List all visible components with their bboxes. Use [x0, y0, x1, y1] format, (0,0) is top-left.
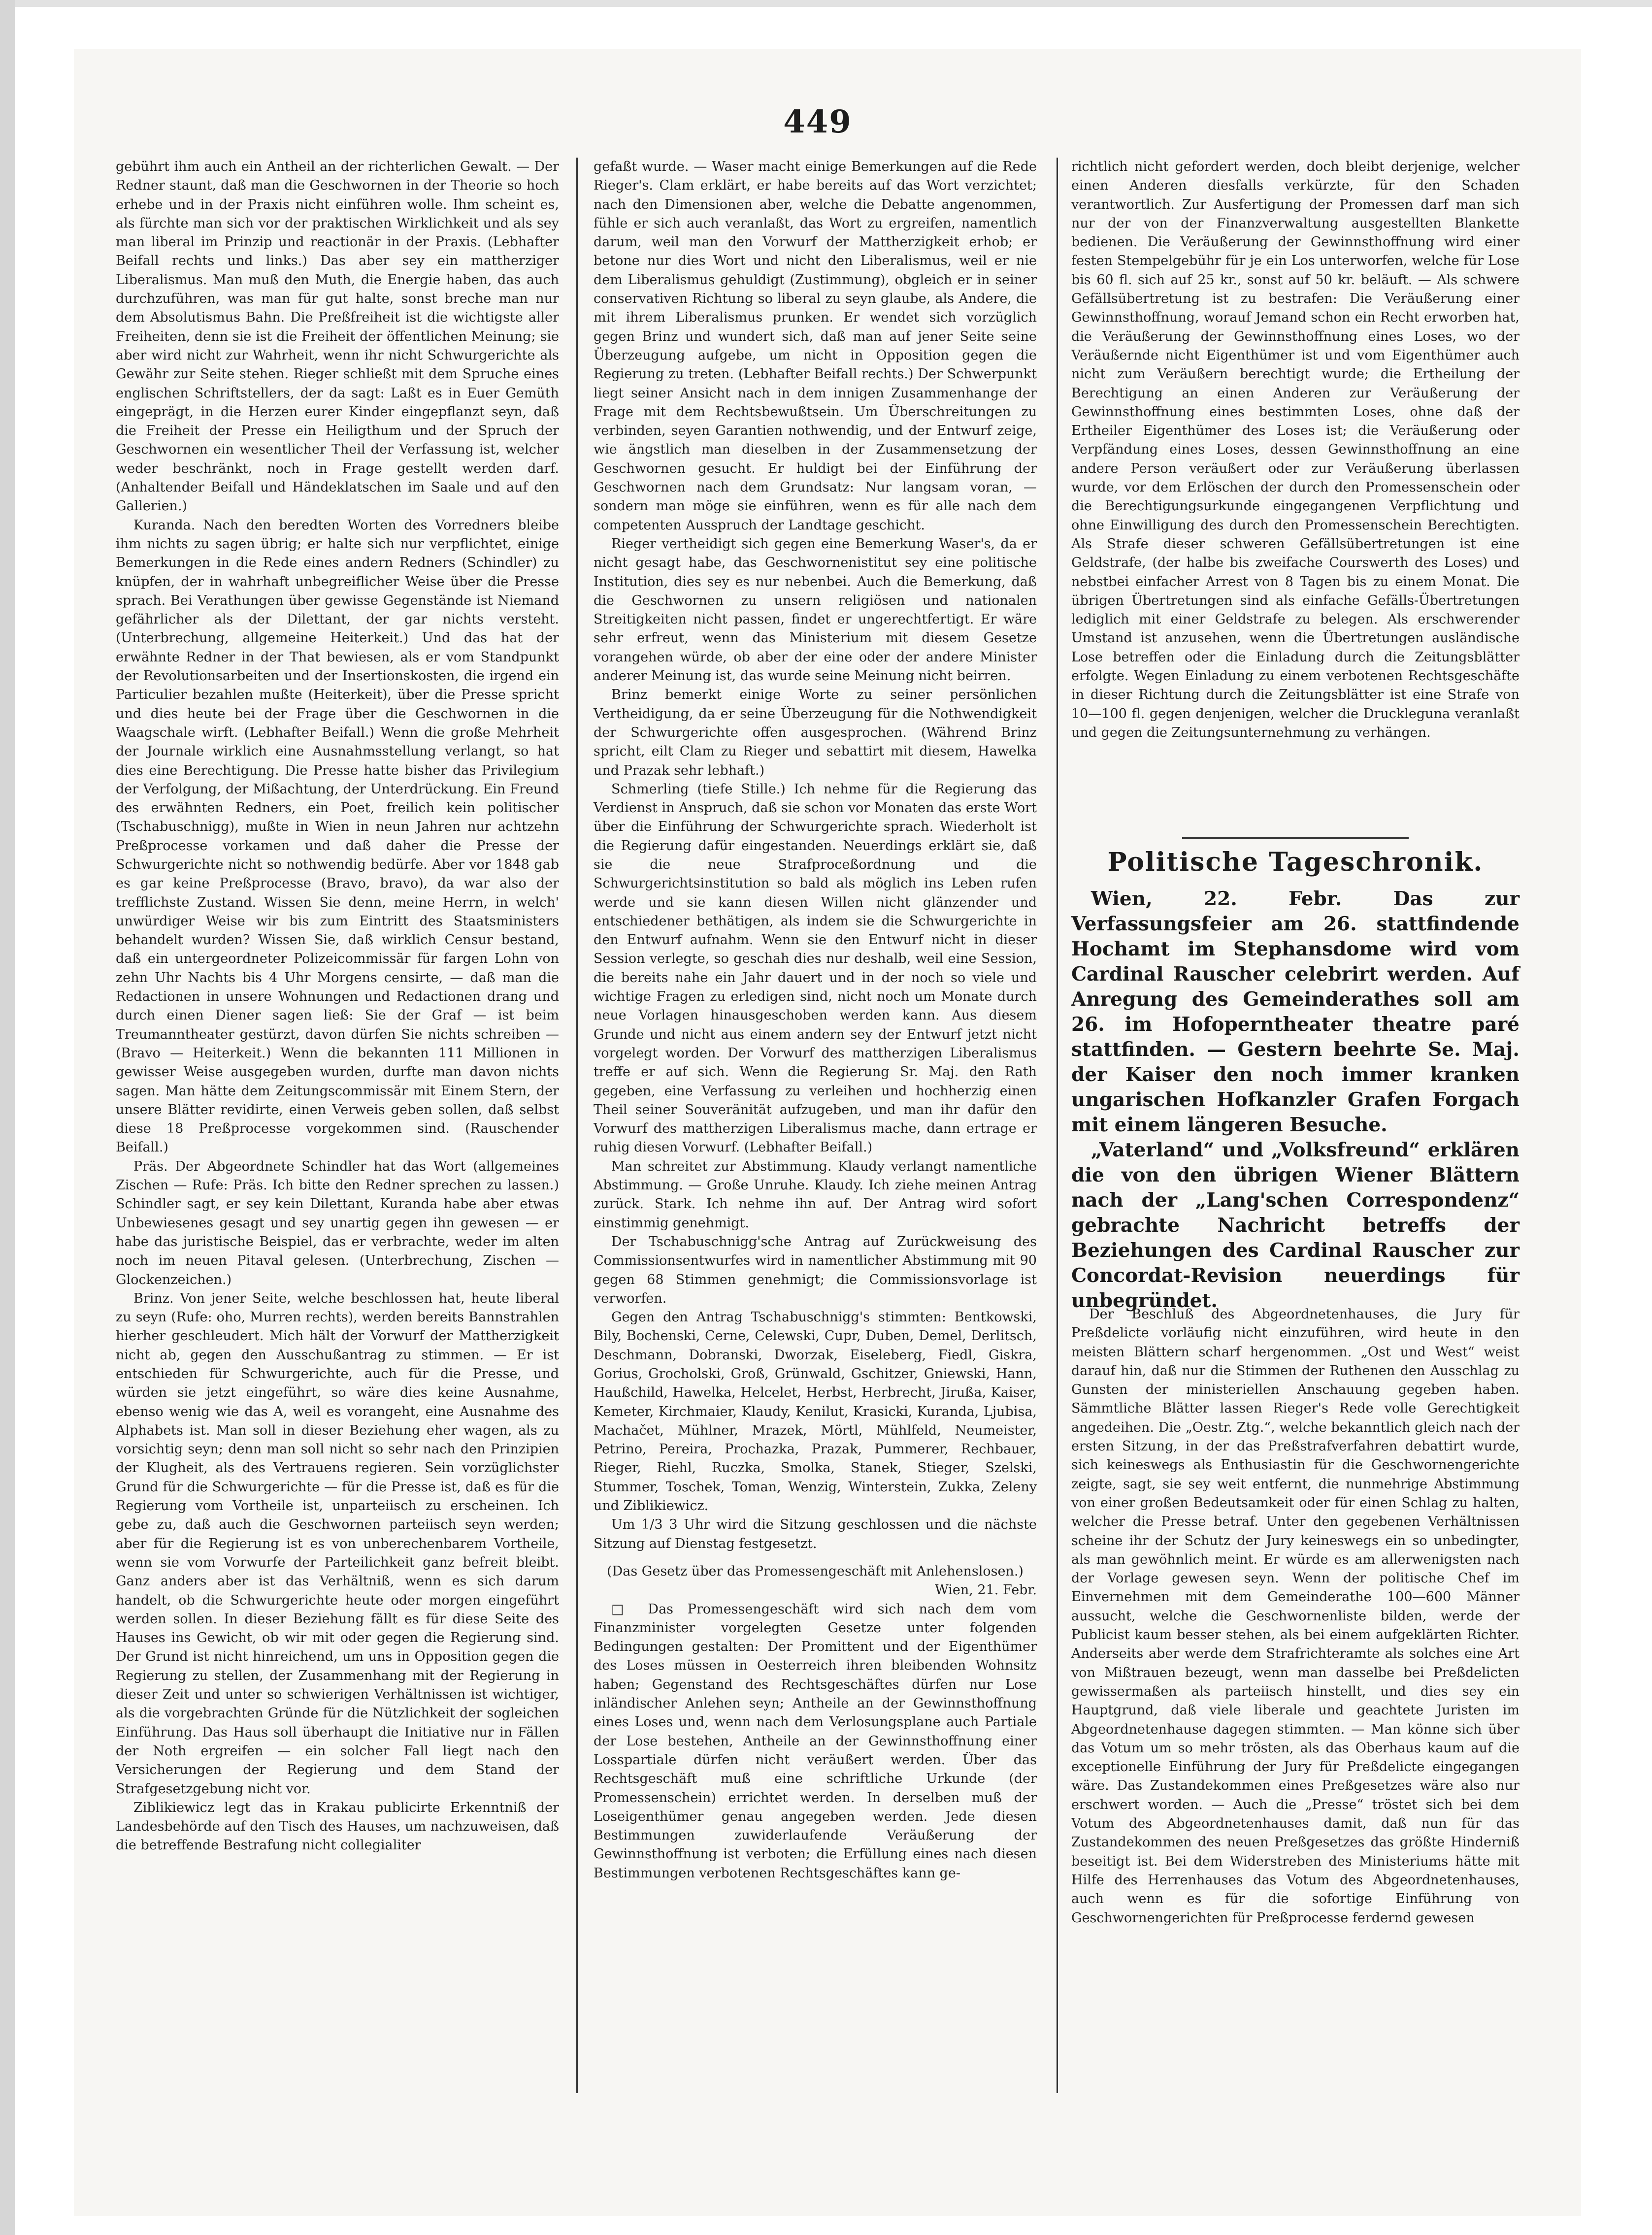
column-rule-left	[576, 158, 578, 2093]
paragraph: Kuranda. Nach den beredten Worten des Vorredners bleibe ihm nichts zu sagen übrig; er halte sich nur verpflichtet, einige Bemerkungen in die Rede eines andern Redners (Schindler) zu knüpfen, der in wahrhaft unbegreiflicher Weise über die Presse sprach. Bei Verathungen über gewisse Gegenstände ist Niemand gefährlicher als der Dilettant, der gar nichts versteht. (Unterbrechung, allgemeine Heiterkeit.) Und das hat der erwähnte Redner in der That bewiesen, als er vom Standpunkt der Revolutionsarbeiten und der Insertionskosten, die irgend ein Particulier bezahlen mußte (Heiterkeit), über die Presse spricht und dies heute bei der Frage über die Geschwornen in die Waagschale wirft. (Lebhafter Beifall.) Wenn die große Mehrheit der Journale wirklich eine Ausnahmsstellung verlangt, so hat dies eine Berechtigung. Die Presse hatte bisher das Privilegium der Verfolgung, der Mißachtung, der Unterdrückung. Ein Freund des erwähnten Redners, ein Poet, freilich kein politischer (Tschabuschnigg), mußte in Wien in neun Jahren nur achtzehn Preßprocesse vorkamen und daß daher die Presse der Schwurgerichte nicht so nothwendig bedürfe. Aber vor 1848 gab es gar keine Preßprocesse (Bravo, bravo), da war also der trefflichste Zustand. Wissen Sie denn, meine Herrn, in welch' unwürdiger Weise wir bis zum Eintritt des Staatsministers behandelt wurden? Wissen Sie, daß wirklich Censur bestand, daß ein untergeordneter Polizeicommissär für fargen Lohn von zehn Uhr Nachts bis 4 Uhr Morgens censirte, — daß man die Redactionen in unsere Wohnungen und Redactionen drang und durch einen Diener sagen ließ: Sie der Graf — ist beim Treumanntheater gestürzt, davon dürfen Sie nichts schreiben — (Bravo — Heiterkeit.) Wenn die bekannten 111 Millionen in gewisser Weise ausgegeben wurden, durfte man davon nichts sagen. Man hätte dem Zeitungscommissär mit Einem Stern, der unsere Blätter revidirte, einen Verweis geben sollen, daß selbst diese 18 Preßprocesse vorgekommen sind. (Rauschender Beifall.)	[116, 517, 559, 1155]
paragraph: Der Beschluß des Abgeordnetenhauses, die Jury für Preßdelicte vorläufig nicht einzuführen, wird heute in den meisten Blättern scharf hergenommen. „Ost und West“ weist darauf hin, daß nur die Stimmen der Ruthenen den Ausschlag zu Gunsten der ministeriellen Anschauung gegeben haben. Sämmtliche Blätter lassen Rieger's Rede volle Gerechtigkeit angedeihen. Die „Oestr. Ztg.“, welche bekanntlich gleich nach der ersten Sitzung, in der das Preßstrafverfahren debattirt wurde, sich keineswegs als Enthusiastin für die Geschwornengerichte zeigte, sagt, sie sey weit entfernt, die nunmehrige Abstimmung von einer großen Bedeutsamkeit oder für einen Schlag zu halten, welcher die Presse betraf. Unter den gegebenen Verhältnissen scheine ihr der Schutz der Jury keineswegs ein so unbedingter, als man gewöhnlich meint. Er würde es am allerwenigsten nach der Vorlage gewesen seyn. Wenn der politische Chef im Einvernehmen mit dem Gemeinderathe 100—600 Männer aussucht, welche die Geschwornenliste bilden, werde der Publicist kaum besser stehen, als bei einem aufgeklärten Richter. Anderseits aber werde dem Strafrichteramte als solches eine Art von Mißtrauen bezeugt, wenn man dasselbe bei Preßdelicten gewissermaßen als parteiisch hinstellt, und dies sey ein Hauptgrund, daß viele liberale und geachtete Juristen im Abgeordnetenhause dagegen stimmten. — Man könne sich über das Votum um so mehr trösten, als das Oberhaus kaum auf die exceptionelle Einführung der Jury für Preßdelicte eingegangen wäre. Das Zustandekommen eines Preßgesetzes wäre also nur erschwert worden. — Auch die „Presse“ tröstet sich bei dem Votum des Abgeordnetenhauses damit, daß nun für das Zustandekommen des neuen Preßgesetzes das größte Hinderniß beseitigt ist. Bei dem Widerstreben des Ministeriums hätte mit Hilfe des Herrenhauses das Votum des Abgeordnetenhauses, auch wenn es für die sofortige Einführung von Geschwornengerichten für Preßprocesse ferdernd gewesen	[1071, 1307, 1520, 1926]
paragraph: Ziblikiewicz legt das in Krakau publicirte Erkenntniß der Landesbehörde auf den Tisch des Hauses, um nachzuweisen, daß die betreffende Bestrafung nicht collegialiter	[116, 1800, 559, 1853]
paragraph: Brinz. Von jener Seite, welche beschlossen hat, heute liberal zu seyn (Rufe: oho, Murren rechts), werden bereits Bannstrahlen hierher geschleudert. Mich hält der Vorwurf der Mattherzigkeit nicht ab, gegen den Ausschußantrag zu stimmen. — Er ist entschieden für Schwurgerichte, auch für die Presse, und würden sie jetzt eingeführt, so wäre dies keine Ausnahme, ebenso wenig wie das A, weil es vorangeht, eine Ausnahme des Alphabets ist. Man soll in dieser Beziehung eher wagen, als zu vorsichtig seyn; denn man soll nicht so sehr nach den Prinzipien der Klugheit, als des Vertrauens regieren. Sein vorzüglichster Grund für die Schwurgerichte — für die Presse ist, daß es für die Regierung vom Vortheile ist, unparteiisch zu erscheinen. Ich gebe zu, daß auch die Geschwornen parteiisch seyn werden; aber für die Regierung ist es von unberechenbarem Vortheile, wenn sie vom Vorwurfe der Parteilichkeit ganz befreit bleibt. Ganz anders aber ist das Verhältniß, wenn es sich darum handelt, ob die Schwurgerichte heute oder morgen eingeführt werden sollen. In dieser Beziehung fällt es für diese Seite des Hauses ins Gewicht, ob wir mit oder gegen die Regierung sind. Der Grund ist nicht hinreichend, um uns in Opposition gegen die Regierung zu stellen, der Zusammenhang mit der Regierung in dieser Zeit und unter so schwierigen Verhältnissen ist wichtiger, als die vorgebrachten Gründe für die Nützlichkeit der sogleichen Einführung. Das Haus soll überhaupt die Initiative nur in Fällen der Noth ergreifen — ein solcher Fall liegt nach den Versicherungen der Regierung und dem Stand der Strafgesetzgebung nicht vor.	[116, 1290, 559, 1797]
paragraph: Schmerling (tiefe Stille.) Ich nehme für die Regierung das Verdienst in Anspruch, daß sie schon vor Monaten das erste Wort über die Einführung der Schwurgerichte sprach. Wiederholt ist die Regierung dafür eingestanden. Neuerdings erklärt sie, daß sie die neue Strafproceßordnung und die Schwurgerichtsinstitution so bald als möglich ins Leben rufen werde und sie kann diesen Willen nicht glänzender und entschiedener bethätigen, als indem sie die Schwurgerichte in den Entwurf aufnahm. Wenn sie den Entwurf nicht in dieser Session verlegte, so geschah dies nur deshalb, weil eine Session, die bereits nahe ein Jahr dauert und in der noch so viele und wichtige Fragen zu erledigen sind, nicht noch um Monate durch neue Vorlagen hinausgeschoben werden kann. Aus diesem Grunde und nicht aus einem andern sey der Entwurf jetzt nicht vorgelegt worden. Der Vorwurf des mattherzigen Liberalismus treffe er auf sich. Wenn die Regierung Sr. Maj. den Rath gegeben, eine Verfassung zu verleihen und hochherzig einen Theil seiner Souveränität aufzugeben, und man ihr dafür den Vorwurf des mattherzigen Liberalismus mache, dann ertrage er ruhig diesen Vorwurf. (Lebhafter Beifall.)	[594, 781, 1037, 1155]
paragraph: Der Tschabuschnigg'sche Antrag auf Zurückweisung des Commissionsentwurfes wird in namentlicher Abstimmung mit 90 gegen 68 Stimmen genehmigt; die Commissionsvorlage ist verworfen.	[594, 1234, 1037, 1306]
section-separator	[1182, 837, 1409, 839]
paragraph: Brinz bemerkt einige Worte zu seiner persönlichen Vertheidigung, da er seine Überzeugung für die Nothwendigkeit der Schwurgerichte offen ausgesprochen. (Während Brinz spricht, eilt Clam zu Rieger und sebattirt mit diesem, Hawelka und Prazak sehr lebhaft.)	[594, 687, 1037, 778]
scan-edge-top	[0, 0, 1652, 7]
paragraph: gebührt ihm auch ein Antheil an der richterlichen Gewalt. — Der Redner staunt, daß man die Geschwornen in der Theorie so hoch erhebe und in der Praxis nicht einführen wolle. Ihm scheint es, als fürchte man sich vor der praktischen Wirklichkeit und als sey man liberal im Prinzip und reactionär in der Praxis. (Lebhafter Beifall rechts und links.) Das aber sey ein mattherziger Liberalismus. Man muß den Muth, die Energie haben, das auch durchzuführen, was man für gut halte, sonst breche man nur dem Absolutismus Bahn. Die Preßfreiheit ist die wichtigste aller Freiheiten, denn sie ist die Freiheit der öffentlichen Meinung; sie aber wird nicht zur Wahrheit, wenn ihr nicht Schwurgerichte als Gewähr zur Seite stehen. Rieger schließt mit dem Spruche eines englischen Schriftstellers, der da sagt: Laßt es in Euer Gemüth eingeprägt, in die Herzen eurer Kinder eingepflanzt seyn, daß die Freiheit der Presse ein Heiligthum und der Spruch der Geschwornen ein wesentlicher Theil der Verfassung ist, welcher weder beschränkt, noch in Frage gestellt werden darf. (Anhaltender Beifall und Händeklatschen im Saale und auf den Gallerien.)	[116, 159, 559, 514]
scan-edge-left	[0, 0, 15, 2235]
column-2	[594, 158, 1037, 2093]
lead-news	[1071, 887, 1520, 1314]
dateline: Wien, 21. Febr.	[934, 1582, 1037, 1598]
paragraph: richtlich nicht gefordert werden, doch bleibt derjenige, welcher einen Anderen diesfalls verkürzte, für den Schaden verantwortlich. Zur Ausfertigung der Promessen darf man sich nur der von der Finanzverwaltung ausgestellten Blankette bedienen. Die Veräußerung der Gewinnsthoffnung wird einer festen Stempelgebühr für je ein Los unterworfen, welche für Lose bis 60 fl. sich auf 25 kr., sonst auf 50 kr. beläuft. — Als schwere Gefällsübertretung ist zu bestrafen: Die Veräußerung einer Gewinnsthoffnung, worauf Jemand schon ein Recht erworben hat, die Veräußerung der Gewinnsthoffnung eines Loses, wo der Veräußernde nicht Eigenthümer ist und vom Eigenthümer auch nicht zum Veräußern berechtigt wurde; die Ertheilung der Berechtigung an einen Anderen zur Veräußerung der Gewinnsthoffnung eines bestimmten Loses, ohne daß der Ertheiler Eigenthümer des Loses ist; die Veräußerung oder Verpfändung eines Loses, dessen Gewinnsthoffnung an eine andere Person veräußert oder zur Veräußerung überlassen wurde, vor dem Erlöschen der durch den Promessenschein oder die Berechtigungsurkunde eingegangenen Verpflichtung und ohne Einwilligung des durch den Promessenschein Berechtigten. Als Strafe dieser schweren Gefällsübertretungen ist eine Geldstrafe, (der halbe bis zweifache Courswerth des Loses) und nebstbei einfacher Arrest von 8 Tagen bis zu einem Monat. Die übrigen Übertretungen sind als einfache Gefälls-Übertretungen lediglich mit einer Geldstrafe zu belegen. Als erschwerender Umstand ist anzusehen, wenn die Übertretungen ausländische Lose betreffen oder die Einladung durch die Zeitungsblätter erfolgte. Wegen Einladung zu einem verbotenen Rechtsgeschäfte in dieser Richtung durch die Zeitungsblätter ist eine Strafe von 10—100 fl. gegen denjenigen, welcher die Druckleguna veranlaßt und gegen die Zeitungsunternehmung zu verhängen.	[1071, 159, 1520, 740]
column-3-upper	[1071, 158, 1520, 837]
paragraph: Rieger vertheidigt sich gegen eine Bemerkung Waser's, da er nicht gesagt habe, das Geschwornenistitut sey eine politische Institution, dies sey es nur nebenbei. Auch die Bemerkung, daß die Geschwornen zu unsern religiösen und nationalen Streitigkeiten nicht passen, findet er ungerechtfertigt. Er wäre sehr erfreut, wenn das Ministerium mit diesem Gesetze vorangehen würde, ob aber der eine oder der andere Minister anderer Meinung ist, das wurde seine Meinung nicht beirren.	[594, 536, 1037, 684]
paragraph: Man schreitet zur Abstimmung. Klaudy verlangt namentliche Abstimmung. — Große Unruhe. Klaudy. Ich ziehe meinen Antrag zurück. Stark. Ich nehme ihn auf. Der Antrag wird sofort einstimmig genehmigt.	[594, 1158, 1037, 1231]
paragraph: □ Das Promessengeschäft wird sich nach dem vom Finanzminister vorgelegten Gesetze unter folgenden Bedingungen gestalten: Der Promittent und der Eigenthümer des Loses müssen in Oesterreich ihren bleibenden Wohnsitz haben; Gegenstand des Rechtsgeschäftes dürfen nur Lose inländischer Anlehen seyn; Antheile an der Gewinnsthoffnung eines Loses und, wenn nach dem Verlosungsplane auch Partiale der Lose bestehen, Antheile an der Gewinnsthoffnung einer Losspartiale dürfen nicht veräußert werden. Über das Rechtsgeschäft muß eine schriftliche Urkunde (der Promessenschein) errichtet werden. In derselben muß der Loseigenthümer genau angegeben werden. Jede diesen Bestimmungen zuwiderlaufende Veräußerung der Gewinnsthoffnung ist verboten; die Erfüllung eines nach diesen Bestimmungen verbotenen Rechtsgeschäftes kann ge-	[594, 1601, 1037, 1881]
column-1	[116, 158, 559, 2093]
paragraph: „Vaterland“ und „Volksfreund“ erklären die von den übrigen Wiener Blättern nach der „Lang'schen Correspondenz“ gebrachte Nachricht betreffs der Beziehungen des Cardinal Rauscher zur Concordat-Revision neuerdings für unbegründet.	[1071, 1139, 1520, 1312]
article-title: (Das Gesetz über das Promessengeschäft mit Anlehenslosen.)	[607, 1563, 1024, 1579]
page-number: 449	[783, 103, 852, 140]
column-rule-right	[1057, 158, 1058, 2093]
paragraph: Wien, 22. Febr. Das zur Verfassungsfeier am 26. stattfindende Hochamt im Stephansdome wird vom Cardinal Rauscher celebrirt werden. Auf Anregung des Gemeinderathes soll am 26. im Hofoperntheater theatre paré stattfinden. — Gestern beehrte Se. Maj. der Kaiser den noch immer kranken ungarischen Hofkanzler Grafen Forgach mit einem längeren Besuche.	[1071, 887, 1520, 1136]
paragraph: gefaßt wurde. — Waser macht einige Bemerkungen auf die Rede Rieger's. Clam erklärt, er habe bereits auf das Wort verzichtet; nach den Dimensionen aber, welche die Debatte angenommen, fühle er sich auch veranlaßt, das Wort zu ergreifen, namentlich darum, weil man den Vorwurf der Mattherzigkeit erhob; er betone nur dies Wort und nicht den Liberalismus, weil er nie dem Liberalismus gehuldigt (Zustimmung), obgleich er in seiner conservativen Richtung so liberal zu seyn glaube, als Andere, die mit ihrem Liberalismus prunken. Er wendet sich vorzüglich gegen Brinz und wundert sich, daß man auf jener Seite seine Überzeugung aufgebe, um nicht in Opposition gegen die Regierung zu treten. (Lebhafter Beifall rechts.) Der Schwerpunkt liegt seiner Ansicht nach in dem innigen Zusammenhange der Frage mit dem Rechtsbewußtsein. Um Überschreitungen zu verbinden, seyen Garantien nothwendig, und der Entwurf zeige, wie ängstlich man dieselben in der Zusammensetzung der Geschwornen gesucht. Er huldigt bei der Einführung der Geschwornen nach dem Grundsatz: Nur langsam voran, — sondern man möge sie einführen, wenn es für alle nach dem competenten Ausspruch der Landtage geschicht.	[594, 159, 1037, 533]
column-3-lower	[1071, 1305, 1520, 2093]
paragraph: Präs. Der Abgeordnete Schindler hat das Wort (allgemeines Zischen — Rufe: Präs. Ich bitte den Redner sprechen zu lassen.) Schindler sagt, er sey kein Dilettant, Kuranda habe aber etwas Unbewiesenes gesagt und sey unartig gegen ihn gewesen — er habe das juristische Beispiel, das er verbrachte, weder im alten noch im neuen Pitaval gelesen. (Unterbrechung, Zischen — Glockenzeichen.)	[116, 1158, 559, 1287]
section-heading: Politische Tageschronik.	[1107, 847, 1484, 877]
paragraph: Gegen den Antrag Tschabuschnigg's stimmten: Bentkowski, Bily, Bochenski, Cerne, Celewski, Cupr, Duben, Demel, Derlitsch, Deschmann, Dobranski, Dworzak, Eiseleberg, Fiedl, Giskra, Gorius, Grocholski, Groß, Grünwald, Gschitzer, Gniewski, Hann, Haußchild, Hawelka, Helcelet, Herbst, Herbrecht, Jirußa, Kaiser, Kemeter, Kirchmaier, Klaudy, Kenilut, Krasicki, Kuranda, Ljubisa, Machačet, Mühlner, Mrazek, Mörtl, Mühlfeld, Neumeister, Petrino, Pereira, Prochazka, Prazak, Pummerer, Rechbauer, Rieger, Riehl, Ruczka, Smolka, Stanek, Stieger, Szelski, Stummer, Toschek, Toman, Wenzig, Winterstein, Zukka, Zeleny und Ziblikiewicz.	[594, 1310, 1037, 1514]
paragraph: Um 1/3 3 Uhr wird die Sitzung geschlossen und die nächste Sitzung auf Dienstag festgesetzt.	[594, 1517, 1037, 1551]
